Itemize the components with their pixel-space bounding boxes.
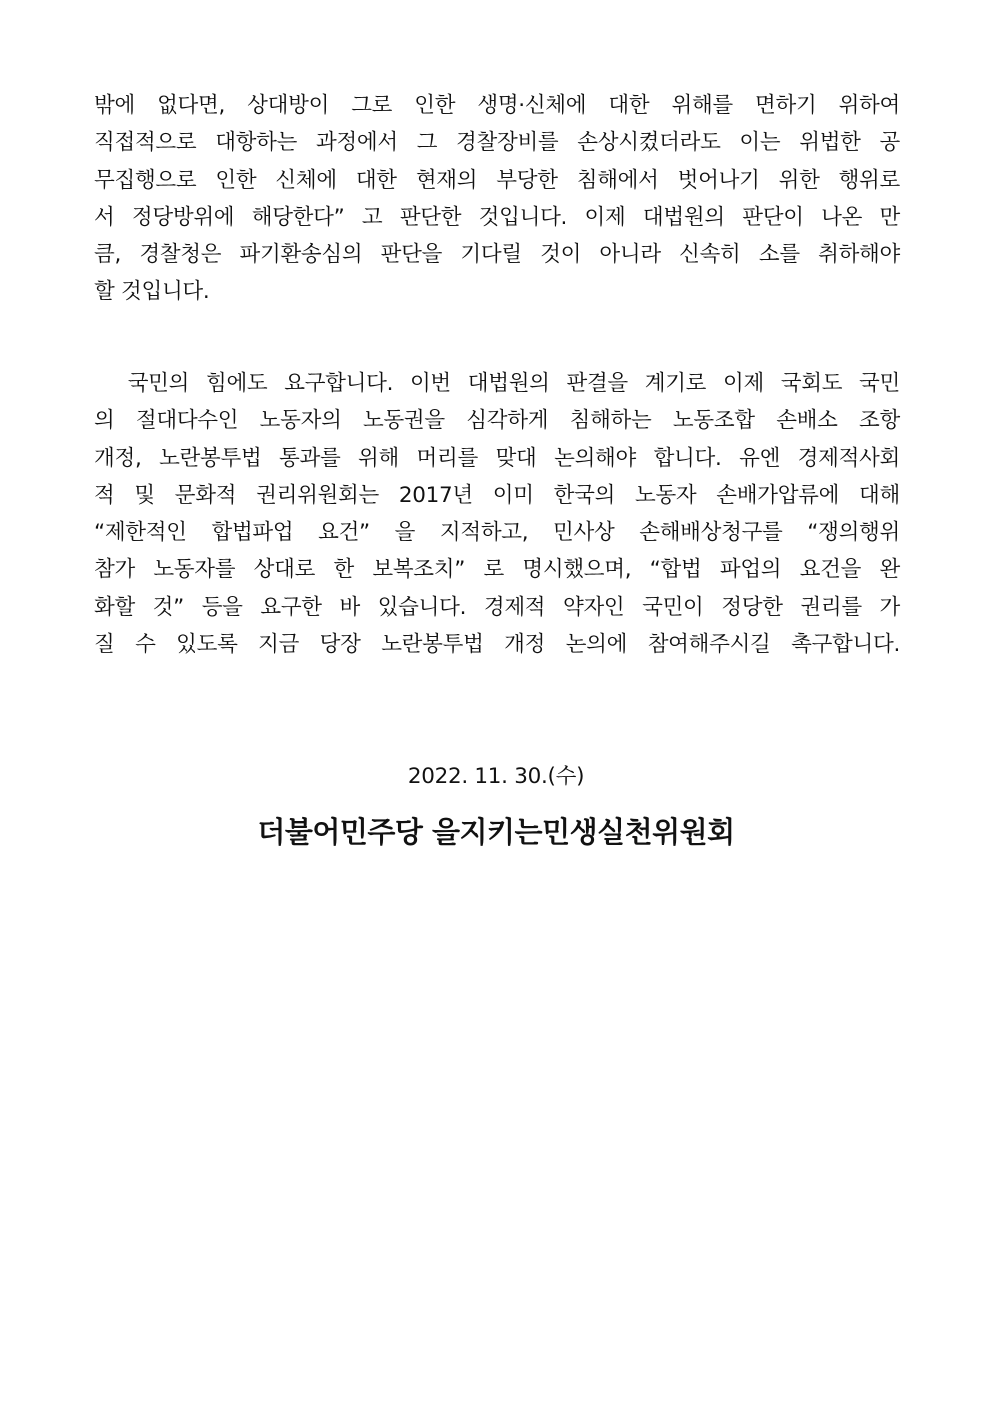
text-line: 서 정당방위에 해당한다” 고 판단한 것입니다. 이제 대법원의 판단이 나온 만 xyxy=(94,204,900,230)
text-line: 국민의 힘에도 요구합니다. 이번 대법원의 판결을 계기로 이제 국회도 국민 xyxy=(94,371,900,396)
text-line: 직접적으로 대항하는 과정에서 그 경찰장비를 손상시켰더라도 이는 위법한 공 xyxy=(94,130,900,156)
document-date: 2022. 11. 30.(수) xyxy=(407,764,585,789)
text-line: “제한적인 합법파업 요건” 을 지적하고, 민사상 손해배상청구를 “쟁의행위 xyxy=(94,520,900,546)
organization-name: 더불어민주당 을지키는민생실천위원회 xyxy=(257,815,735,849)
text-line: 질 수 있도록 지금 당장 노란봉투법 개정 논의에 참여해주시길 촉구합니다. xyxy=(94,632,900,658)
text-line: 참가 노동자를 상대로 한 보복조치” 로 명시했으며, “합법 파업의 요건을 완 xyxy=(94,557,900,583)
text-line: 할 것입니다. xyxy=(94,279,210,305)
paragraph-2 xyxy=(94,365,900,663)
text-line: 개정, 노란봉투법 통과를 위해 머리를 맞대 논의해야 합니다. 유엔 경제적사회 xyxy=(94,445,900,471)
paragraph-1 xyxy=(94,87,900,311)
text-line: 화할 것” 등을 요구한 바 있습니다. 경제적 약자인 국민이 정당한 권리를 가 xyxy=(94,594,900,620)
text-line: 무집행으로 인한 신체에 대한 현재의 부당한 침해에서 벗어나기 위한 행위로 xyxy=(94,167,900,193)
text-line: 적 및 문화적 권리위원회는 2017년 이미 한국의 노동자 손배가압류에 대해 xyxy=(94,482,900,508)
text-line: 큼, 경찰청은 파기환송심의 판단을 기다릴 것이 아니라 신속히 소를 취하해야 xyxy=(94,242,900,268)
text-line: 의 절대다수인 노동자의 노동권을 심각하게 침해하는 노동조합 손배소 조항 xyxy=(94,408,900,434)
text-line: 밖에 없다면, 상대방이 그로 인한 생명·신체에 대한 위해를 면하기 위하여 xyxy=(94,93,900,118)
